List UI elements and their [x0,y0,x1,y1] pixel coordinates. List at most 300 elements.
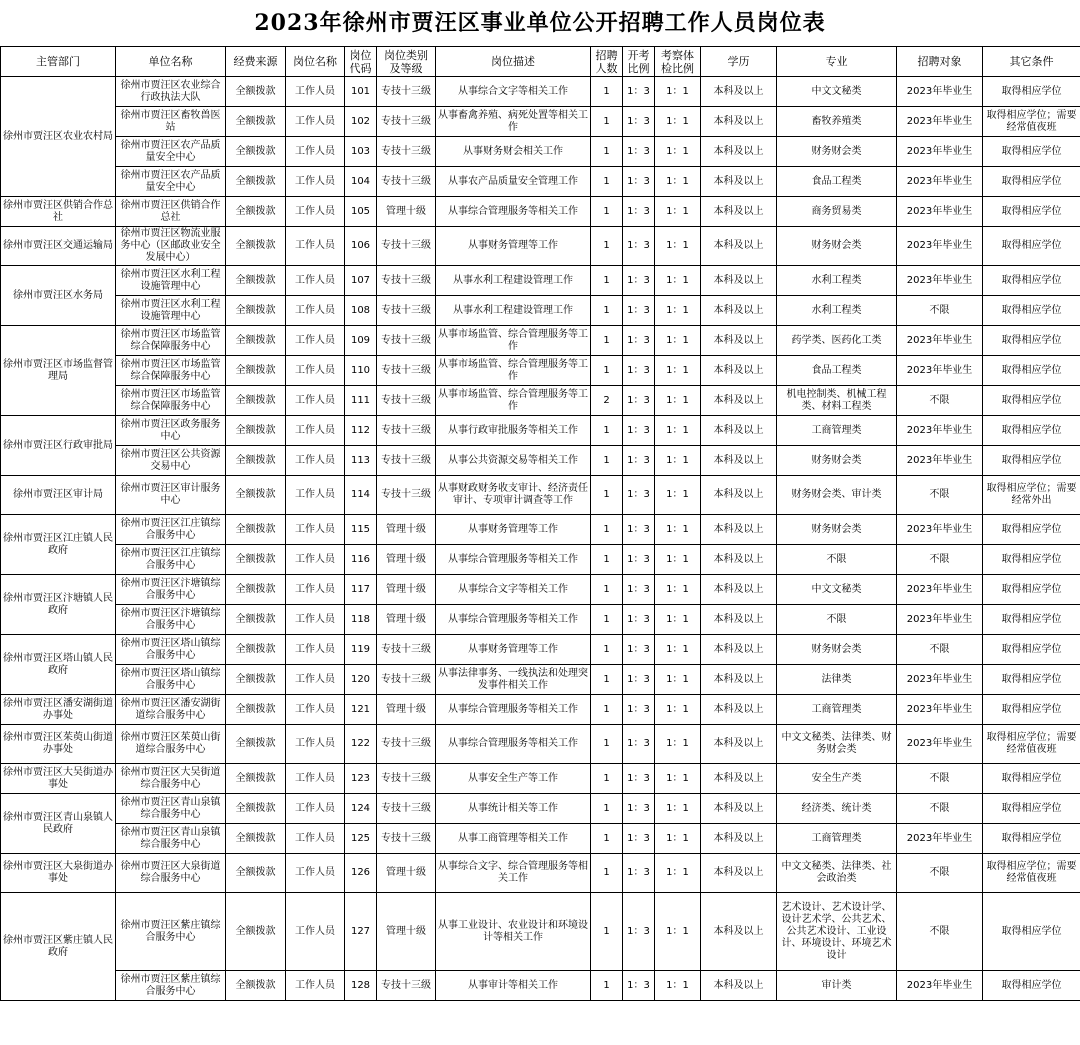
major-cell: 不限 [777,605,897,635]
check-ratio-cell: 1：1 [655,515,701,545]
exam-ratio-cell: 1：3 [623,824,655,854]
major-cell: 畜牧养殖类 [777,107,897,137]
funding-cell: 全额拨款 [226,635,286,665]
education-cell: 本科及以上 [701,545,777,575]
exam-ratio-cell: 1：3 [623,107,655,137]
post-code-cell: 107 [345,266,377,296]
hire-count-cell: 1 [591,446,623,476]
post-code-cell: 126 [345,854,377,893]
unit-name-cell: 徐州市贾汪区水利工程设施管理中心 [116,296,226,326]
header-cell: 其它条件 [983,47,1080,77]
unit-name-cell: 徐州市贾汪区塔山镇综合服务中心 [116,665,226,695]
hire-count-cell: 1 [591,197,623,227]
education-cell: 本科及以上 [701,605,777,635]
funding-cell: 全额拨款 [226,137,286,167]
post-code-cell: 101 [345,77,377,107]
education-cell: 本科及以上 [701,854,777,893]
funding-cell: 全额拨款 [226,296,286,326]
major-cell: 食品工程类 [777,167,897,197]
table-row [1,764,1080,794]
job-table [0,46,1080,1001]
target-cell: 2023年毕业生 [897,695,983,725]
post-name-cell: 工作人员 [286,326,345,356]
other-cell: 取得相应学位 [983,794,1080,824]
table-row [1,476,1080,515]
target-cell: 2023年毕业生 [897,77,983,107]
check-ratio-cell: 1：1 [655,77,701,107]
table-row [1,296,1080,326]
check-ratio-cell: 1：1 [655,545,701,575]
funding-cell: 全额拨款 [226,794,286,824]
target-cell: 2023年毕业生 [897,446,983,476]
post-name-cell: 工作人员 [286,764,345,794]
education-cell: 本科及以上 [701,665,777,695]
major-cell: 安全生产类 [777,764,897,794]
check-ratio-cell: 1：1 [655,575,701,605]
header-cell: 岗位名称 [286,47,345,77]
table-row [1,446,1080,476]
post-level-cell: 专技十三级 [377,386,436,416]
post-name-cell: 工作人员 [286,605,345,635]
unit-name-cell: 徐州市贾汪区供销合作总社 [116,197,226,227]
target-cell: 不限 [897,794,983,824]
post-name-cell: 工作人员 [286,824,345,854]
post-level-cell: 专技十三级 [377,356,436,386]
post-desc-cell: 从事财务财会相关工作 [436,137,591,167]
table-row [1,635,1080,665]
exam-ratio-cell: 1：3 [623,296,655,326]
post-desc-cell: 从事综合管理服务等相关工作 [436,695,591,725]
other-cell: 取得相应学位 [983,446,1080,476]
department-cell: 徐州市贾汪区农业农村局 [1,77,116,197]
hire-count-cell: 1 [591,971,623,1001]
education-cell: 本科及以上 [701,137,777,167]
unit-name-cell: 徐州市贾汪区江庄镇综合服务中心 [116,515,226,545]
hire-count-cell: 1 [591,296,623,326]
unit-name-cell: 徐州市贾汪区农产品质量安全中心 [116,137,226,167]
table-row [1,794,1080,824]
target-cell: 不限 [897,545,983,575]
other-cell: 取得相应学位 [983,326,1080,356]
check-ratio-cell: 1：1 [655,476,701,515]
other-cell: 取得相应学位 [983,515,1080,545]
hire-count-cell: 1 [591,167,623,197]
department-cell: 徐州市贾汪区青山泉镇人民政府 [1,794,116,854]
post-desc-cell: 从事综合管理服务等相关工作 [436,605,591,635]
exam-ratio-cell: 1：3 [623,515,655,545]
unit-name-cell: 徐州市贾汪区大泉街道综合服务中心 [116,854,226,893]
table-row [1,824,1080,854]
table-row [1,695,1080,725]
unit-name-cell: 徐州市贾汪区农产品质量安全中心 [116,167,226,197]
post-desc-cell: 从事综合文字等相关工作 [436,77,591,107]
post-code-cell: 114 [345,476,377,515]
education-cell: 本科及以上 [701,476,777,515]
check-ratio-cell: 1：1 [655,635,701,665]
post-name-cell: 工作人员 [286,476,345,515]
post-level-cell: 管理十级 [377,605,436,635]
post-name-cell: 工作人员 [286,725,345,764]
department-cell: 徐州市贾汪区大泉街道办事处 [1,854,116,893]
hire-count-cell: 1 [591,695,623,725]
check-ratio-cell: 1：1 [655,794,701,824]
post-desc-cell: 从事综合文字、综合管理服务等相关工作 [436,854,591,893]
major-cell: 审计类 [777,971,897,1001]
post-name-cell: 工作人员 [286,575,345,605]
hire-count-cell: 1 [591,107,623,137]
post-level-cell: 专技十三级 [377,137,436,167]
exam-ratio-cell: 1：3 [623,605,655,635]
funding-cell: 全额拨款 [226,476,286,515]
check-ratio-cell: 1：1 [655,137,701,167]
other-cell: 取得相应学位 [983,575,1080,605]
education-cell: 本科及以上 [701,824,777,854]
table-row [1,725,1080,764]
funding-cell: 全额拨款 [226,695,286,725]
header-cell: 考察体检比例 [655,47,701,77]
unit-name-cell: 徐州市贾汪区政务服务中心 [116,416,226,446]
post-code-cell: 108 [345,296,377,326]
major-cell: 财务财会类、审计类 [777,476,897,515]
hire-count-cell: 1 [591,893,623,971]
check-ratio-cell: 1：1 [655,326,701,356]
post-name-cell: 工作人员 [286,107,345,137]
post-level-cell: 专技十三级 [377,476,436,515]
table-row [1,167,1080,197]
funding-cell: 全额拨款 [226,386,286,416]
check-ratio-cell: 1：1 [655,296,701,326]
exam-ratio-cell: 1：3 [623,386,655,416]
post-level-cell: 管理十级 [377,197,436,227]
education-cell: 本科及以上 [701,575,777,605]
table-row [1,416,1080,446]
hire-count-cell: 1 [591,635,623,665]
exam-ratio-cell: 1：3 [623,266,655,296]
other-cell: 取得相应学位 [983,824,1080,854]
other-cell: 取得相应学位 [983,665,1080,695]
education-cell: 本科及以上 [701,515,777,545]
header-cell: 单位名称 [116,47,226,77]
post-name-cell: 工作人员 [286,197,345,227]
education-cell: 本科及以上 [701,356,777,386]
post-name-cell: 工作人员 [286,386,345,416]
funding-cell: 全额拨款 [226,575,286,605]
major-cell: 中文文秘类、法律类、社会政治类 [777,854,897,893]
post-name-cell: 工作人员 [286,545,345,575]
exam-ratio-cell: 1：3 [623,545,655,575]
unit-name-cell: 徐州市贾汪区汴塘镇综合服务中心 [116,605,226,635]
exam-ratio-cell: 1：3 [623,476,655,515]
post-level-cell: 专技十三级 [377,266,436,296]
table-row [1,545,1080,575]
post-level-cell: 专技十三级 [377,107,436,137]
exam-ratio-cell: 1：3 [623,854,655,893]
hire-count-cell: 1 [591,545,623,575]
target-cell: 2023年毕业生 [897,356,983,386]
hire-count-cell: 1 [591,605,623,635]
post-desc-cell: 从事财政财务收支审计、经济责任审计、专项审计调查等工作 [436,476,591,515]
education-cell: 本科及以上 [701,107,777,137]
check-ratio-cell: 1：1 [655,167,701,197]
education-cell: 本科及以上 [701,971,777,1001]
post-code-cell: 103 [345,137,377,167]
department-cell: 徐州市贾汪区交通运输局 [1,227,116,266]
department-cell: 徐州市贾汪区茱萸山街道办事处 [1,725,116,764]
hire-count-cell: 1 [591,764,623,794]
check-ratio-cell: 1：1 [655,605,701,635]
major-cell: 财务财会类 [777,446,897,476]
post-desc-cell: 从事工商管理等相关工作 [436,824,591,854]
hire-count-cell: 1 [591,476,623,515]
target-cell: 不限 [897,764,983,794]
hire-count-cell: 1 [591,77,623,107]
education-cell: 本科及以上 [701,197,777,227]
exam-ratio-cell: 1：3 [623,77,655,107]
major-cell: 水利工程类 [777,266,897,296]
table-row [1,107,1080,137]
header-cell: 主管部门 [1,47,116,77]
target-cell: 2023年毕业生 [897,266,983,296]
post-level-cell: 专技十三级 [377,77,436,107]
education-cell: 本科及以上 [701,77,777,107]
table-row [1,77,1080,107]
post-desc-cell: 从事行政审批服务等相关工作 [436,416,591,446]
exam-ratio-cell: 1：3 [623,416,655,446]
header-cell: 专业 [777,47,897,77]
post-desc-cell: 从事审计等相关工作 [436,971,591,1001]
major-cell: 药学类、医药化工类 [777,326,897,356]
hire-count-cell: 1 [591,326,623,356]
post-code-cell: 128 [345,971,377,1001]
post-name-cell: 工作人员 [286,695,345,725]
target-cell: 2023年毕业生 [897,137,983,167]
other-cell: 取得相应学位 [983,167,1080,197]
exam-ratio-cell: 1：3 [623,575,655,605]
target-cell: 2023年毕业生 [897,107,983,137]
hire-count-cell: 1 [591,356,623,386]
target-cell: 2023年毕业生 [897,665,983,695]
education-cell: 本科及以上 [701,386,777,416]
education-cell: 本科及以上 [701,167,777,197]
exam-ratio-cell: 1：3 [623,446,655,476]
other-cell: 取得相应学位 [983,197,1080,227]
target-cell: 2023年毕业生 [897,416,983,446]
other-cell: 取得相应学位 [983,386,1080,416]
post-level-cell: 专技十三级 [377,725,436,764]
education-cell: 本科及以上 [701,893,777,971]
major-cell: 财务财会类 [777,137,897,167]
table-row [1,137,1080,167]
department-cell: 徐州市贾汪区供销合作总社 [1,197,116,227]
table-row [1,515,1080,545]
other-cell: 取得相应学位；需要经常值夜班 [983,107,1080,137]
other-cell: 取得相应学位 [983,137,1080,167]
other-cell: 取得相应学位 [983,296,1080,326]
target-cell: 不限 [897,854,983,893]
target-cell: 2023年毕业生 [897,326,983,356]
funding-cell: 全额拨款 [226,725,286,764]
target-cell: 2023年毕业生 [897,824,983,854]
check-ratio-cell: 1：1 [655,227,701,266]
education-cell: 本科及以上 [701,794,777,824]
exam-ratio-cell: 1：3 [623,635,655,665]
other-cell: 取得相应学位；需要经常值夜班 [983,725,1080,764]
check-ratio-cell: 1：1 [655,725,701,764]
funding-cell: 全额拨款 [226,764,286,794]
funding-cell: 全额拨款 [226,893,286,971]
hire-count-cell: 1 [591,794,623,824]
major-cell: 机电控制类、机械工程类、材料工程类 [777,386,897,416]
funding-cell: 全额拨款 [226,854,286,893]
post-name-cell: 工作人员 [286,635,345,665]
other-cell: 取得相应学位 [983,545,1080,575]
unit-name-cell: 徐州市贾汪区紫庄镇综合服务中心 [116,893,226,971]
post-name-cell: 工作人员 [286,854,345,893]
post-level-cell: 专技十三级 [377,416,436,446]
funding-cell: 全额拨款 [226,665,286,695]
funding-cell: 全额拨款 [226,77,286,107]
education-cell: 本科及以上 [701,416,777,446]
unit-name-cell: 徐州市贾汪区塔山镇综合服务中心 [116,635,226,665]
header-cell: 岗位代码 [345,47,377,77]
post-name-cell: 工作人员 [286,356,345,386]
major-cell: 商务贸易类 [777,197,897,227]
other-cell: 取得相应学位 [983,764,1080,794]
target-cell: 2023年毕业生 [897,605,983,635]
major-cell: 法律类 [777,665,897,695]
hire-count-cell: 2 [591,386,623,416]
unit-name-cell: 徐州市贾汪区茱萸山街道综合服务中心 [116,725,226,764]
other-cell: 取得相应学位；需要经常外出 [983,476,1080,515]
other-cell: 取得相应学位 [983,605,1080,635]
unit-name-cell: 徐州市贾汪区畜牧兽医站 [116,107,226,137]
education-cell: 本科及以上 [701,764,777,794]
header-row [1,47,1080,77]
post-level-cell: 专技十三级 [377,635,436,665]
unit-name-cell: 徐州市贾汪区公共资源交易中心 [116,446,226,476]
post-code-cell: 124 [345,794,377,824]
post-level-cell: 管理十级 [377,695,436,725]
education-cell: 本科及以上 [701,695,777,725]
hire-count-cell: 1 [591,227,623,266]
post-level-cell: 专技十三级 [377,296,436,326]
major-cell: 艺术设计、艺术设计学、设计艺术学、公共艺术、公共艺术设计、工业设计、环境设计、环境艺术设计 [777,893,897,971]
table-row [1,197,1080,227]
exam-ratio-cell: 1：3 [623,227,655,266]
target-cell: 2023年毕业生 [897,515,983,545]
other-cell: 取得相应学位；需要经常值夜班 [983,854,1080,893]
post-code-cell: 127 [345,893,377,971]
post-code-cell: 115 [345,515,377,545]
post-level-cell: 管理十级 [377,545,436,575]
funding-cell: 全额拨款 [226,197,286,227]
post-name-cell: 工作人员 [286,893,345,971]
education-cell: 本科及以上 [701,266,777,296]
hire-count-cell: 1 [591,137,623,167]
major-cell: 财务财会类 [777,515,897,545]
post-code-cell: 120 [345,665,377,695]
department-cell: 徐州市贾汪区紫庄镇人民政府 [1,893,116,1001]
target-cell: 不限 [897,296,983,326]
post-level-cell: 专技十三级 [377,824,436,854]
funding-cell: 全额拨款 [226,545,286,575]
unit-name-cell: 徐州市贾汪区市场监管综合保障服务中心 [116,326,226,356]
other-cell: 取得相应学位 [983,971,1080,1001]
check-ratio-cell: 1：1 [655,854,701,893]
post-name-cell: 工作人员 [286,266,345,296]
check-ratio-cell: 1：1 [655,695,701,725]
check-ratio-cell: 1：1 [655,971,701,1001]
other-cell: 取得相应学位 [983,695,1080,725]
target-cell: 2023年毕业生 [897,725,983,764]
other-cell: 取得相应学位 [983,356,1080,386]
major-cell: 财务财会类 [777,227,897,266]
post-desc-cell: 从事统计相关等工作 [436,794,591,824]
exam-ratio-cell: 1：3 [623,764,655,794]
post-level-cell: 专技十三级 [377,971,436,1001]
unit-name-cell: 徐州市贾汪区紫庄镇综合服务中心 [116,971,226,1001]
target-cell: 2023年毕业生 [897,227,983,266]
exam-ratio-cell: 1：3 [623,167,655,197]
unit-name-cell: 徐州市贾汪区青山泉镇综合服务中心 [116,824,226,854]
post-name-cell: 工作人员 [286,665,345,695]
major-cell: 不限 [777,545,897,575]
check-ratio-cell: 1：1 [655,824,701,854]
department-cell: 徐州市贾汪区江庄镇人民政府 [1,515,116,575]
exam-ratio-cell: 1：3 [623,893,655,971]
check-ratio-cell: 1：1 [655,416,701,446]
post-name-cell: 工作人员 [286,416,345,446]
target-cell: 不限 [897,635,983,665]
post-level-cell: 专技十三级 [377,446,436,476]
other-cell: 取得相应学位 [983,227,1080,266]
other-cell: 取得相应学位 [983,266,1080,296]
post-code-cell: 122 [345,725,377,764]
major-cell: 食品工程类 [777,356,897,386]
post-name-cell: 工作人员 [286,227,345,266]
post-code-cell: 117 [345,575,377,605]
education-cell: 本科及以上 [701,326,777,356]
education-cell: 本科及以上 [701,296,777,326]
unit-name-cell: 徐州市贾汪区大吴街道综合服务中心 [116,764,226,794]
post-level-cell: 管理十级 [377,854,436,893]
funding-cell: 全额拨款 [226,266,286,296]
unit-name-cell: 徐州市贾汪区市场监管综合保障服务中心 [116,386,226,416]
check-ratio-cell: 1：1 [655,446,701,476]
education-cell: 本科及以上 [701,227,777,266]
education-cell: 本科及以上 [701,446,777,476]
department-cell: 徐州市贾汪区水务局 [1,266,116,326]
table-row [1,227,1080,266]
post-level-cell: 管理十级 [377,893,436,971]
post-name-cell: 工作人员 [286,971,345,1001]
table-row [1,386,1080,416]
funding-cell: 全额拨款 [226,107,286,137]
header-cell: 经费来源 [226,47,286,77]
post-level-cell: 专技十三级 [377,227,436,266]
unit-name-cell: 徐州市贾汪区江庄镇综合服务中心 [116,545,226,575]
table-row [1,326,1080,356]
department-cell: 徐州市贾汪区潘安湖街道办事处 [1,695,116,725]
funding-cell: 全额拨款 [226,605,286,635]
major-cell: 工商管理类 [777,416,897,446]
post-desc-cell: 从事财务管理等工作 [436,227,591,266]
funding-cell: 全额拨款 [226,356,286,386]
funding-cell: 全额拨款 [226,167,286,197]
post-level-cell: 管理十级 [377,515,436,545]
check-ratio-cell: 1：1 [655,107,701,137]
post-name-cell: 工作人员 [286,167,345,197]
